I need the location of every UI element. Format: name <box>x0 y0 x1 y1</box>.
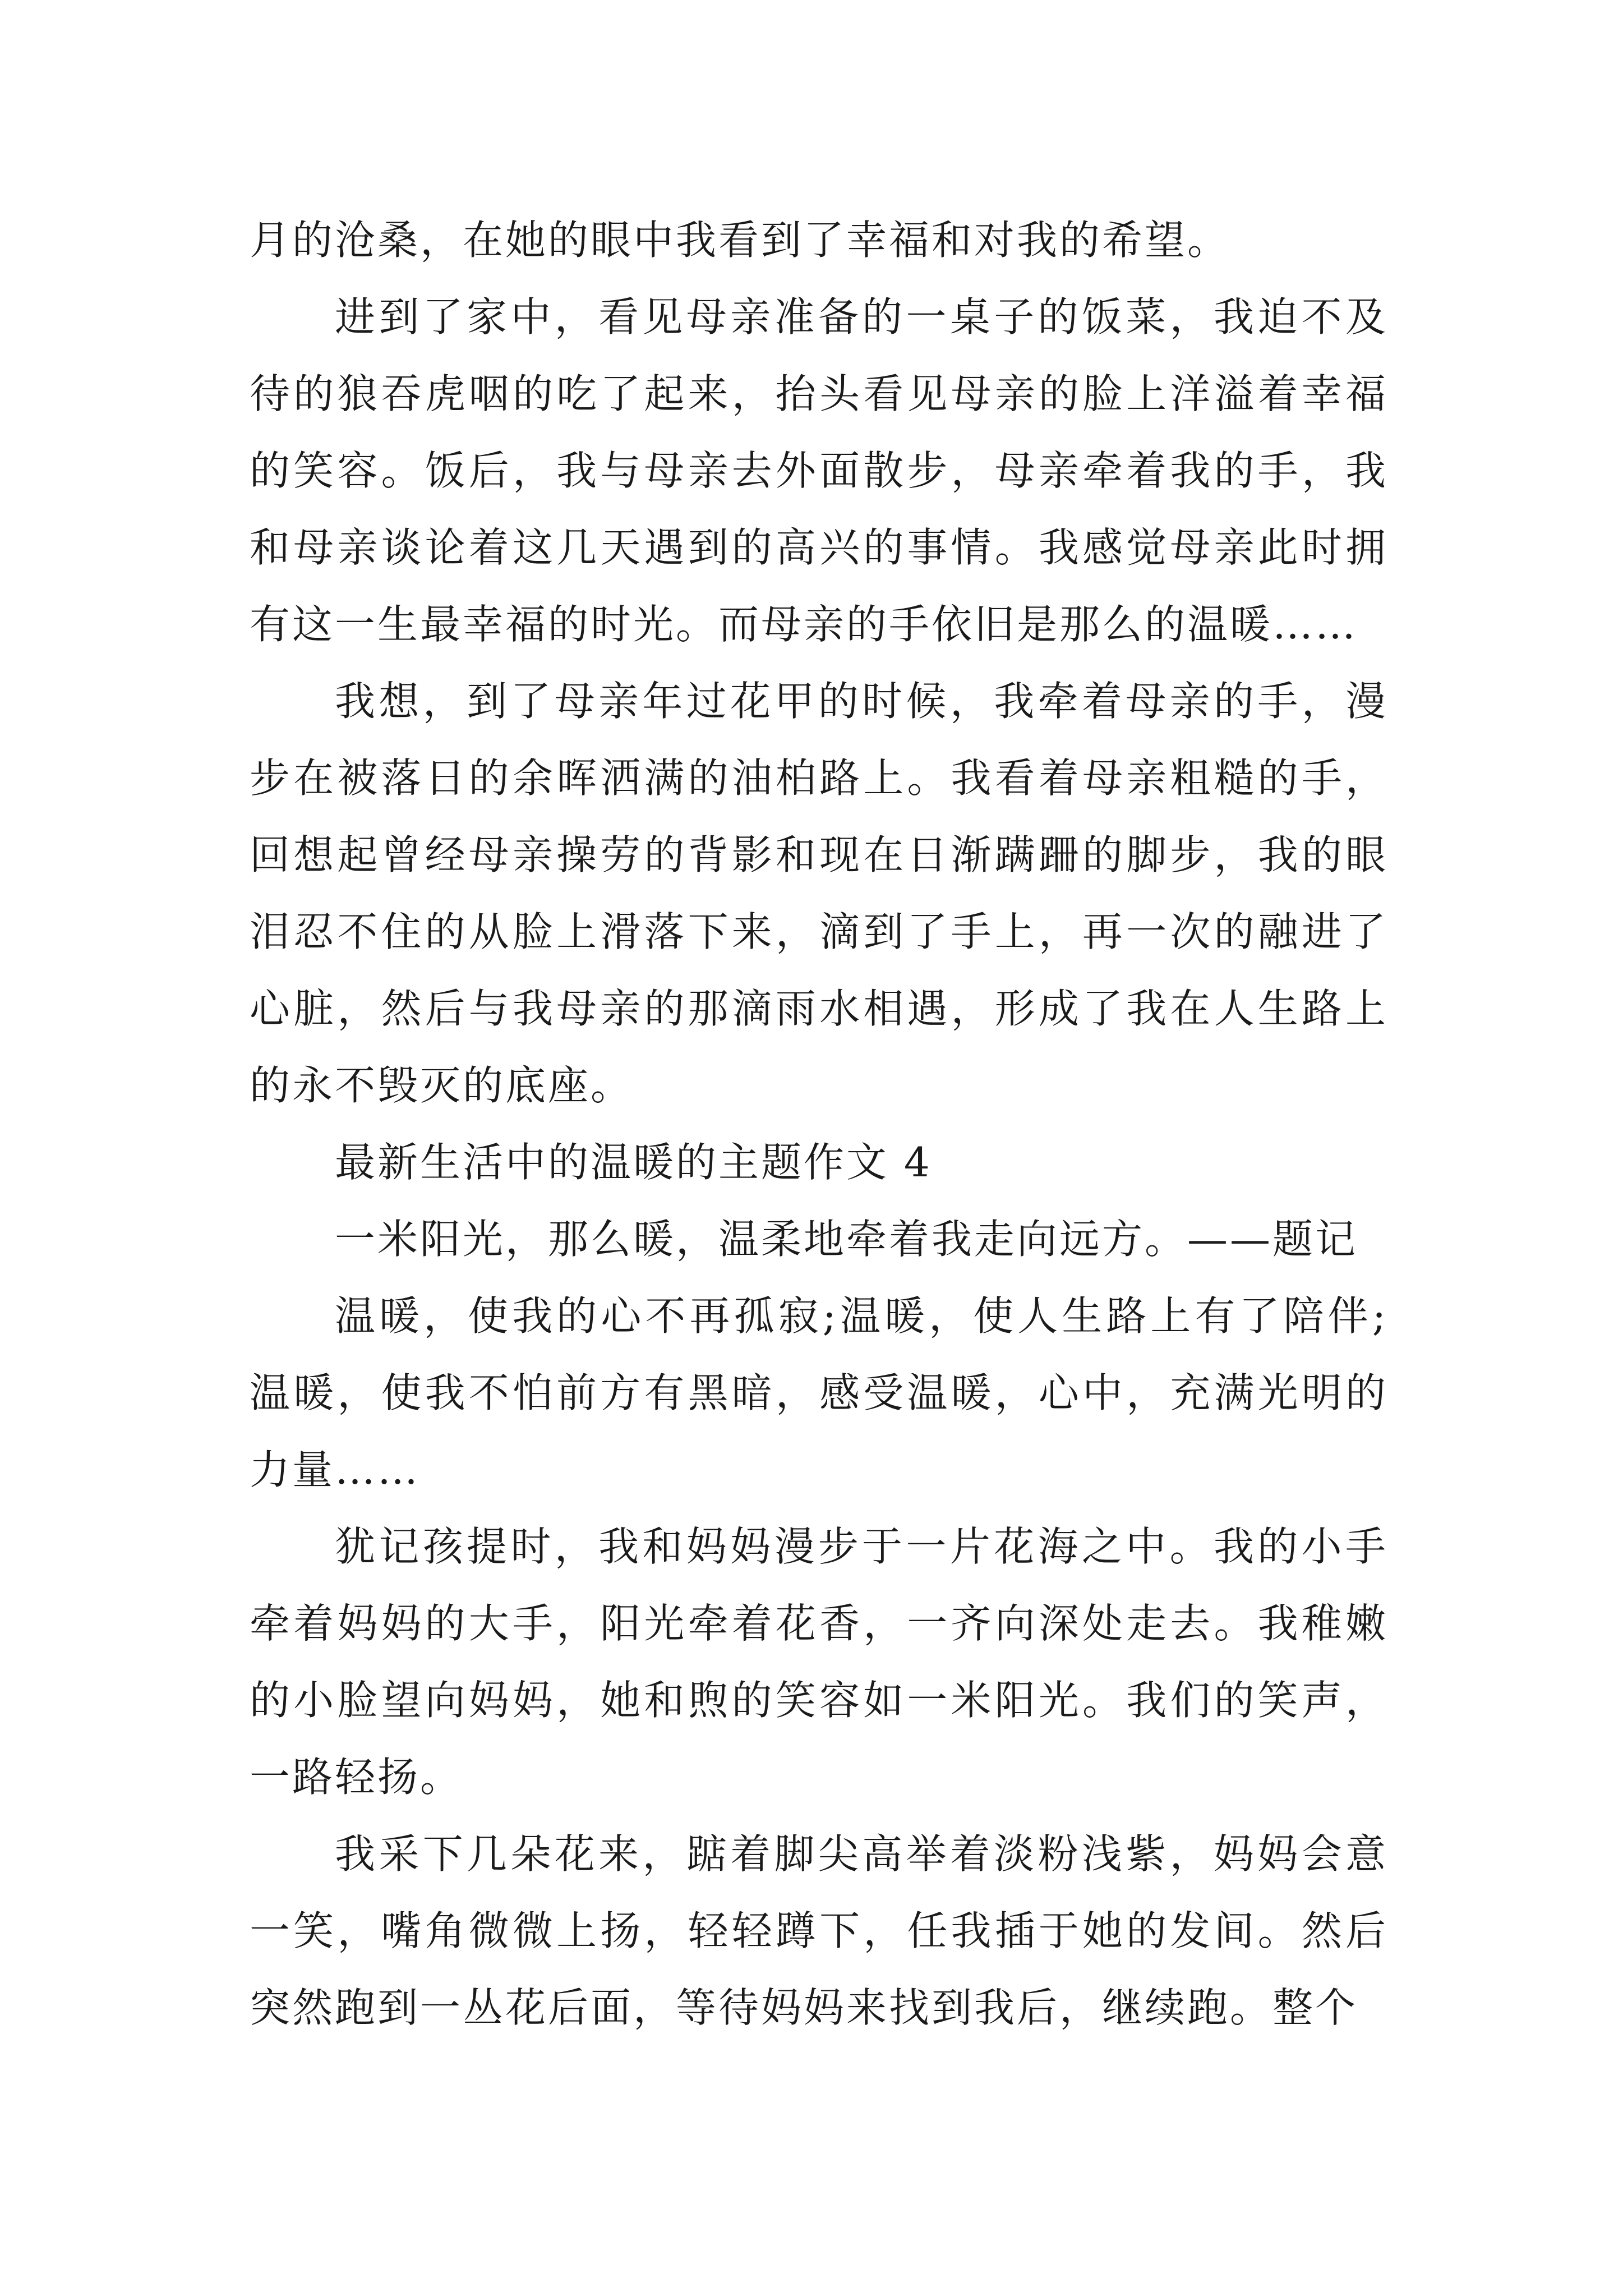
paragraph-3: 我想，到了母亲年过花甲的时候，我牵着母亲的手，漫步在被落日的余晖洒满的油柏路上。我看着母亲粗糙的手，回想起曾经母亲操劳的背影和现在日渐蹒跚的脚步，我的眼泪忍不住的从脸上滑落下来，滴到了手上，再一次的融进了心脏，然后与我母亲的那滴雨水相遇，形成了我在人生路上的永不毁灭的底座。 <box>250 678 1388 1109</box>
paragraph-5: 犹记孩提时，我和妈妈漫步于一片花海之中。我的小手牵着妈妈的大手，阳光牵着花香，一齐向深处走去。我稚嫩的小脸望向妈妈，她和煦的笑容如一米阳光。我们的笑声，一路轻扬。 <box>250 1523 1388 1801</box>
paragraph-4: 温暖，使我的心不再孤寂;温暖，使人生路上有了陪伴;温暖，使我不怕前方有黑暗，感受温暖，心中，充满光明的力量…… <box>250 1292 1388 1493</box>
paragraph-2: 进到了家中，看见母亲准备的一桌子的饭菜，我迫不及待的狼吞虎咽的吃了起来，抬头看见母亲的脸上洋溢着幸福的笑容。饭后，我与母亲去外面散步，母亲牵着我的手，我和母亲谈论着这几天遇到的高兴的事情。我感觉母亲此时拥有这一生最幸福的时光。而母亲的手依旧是那么的温暖…… <box>250 293 1388 648</box>
document-body <box>250 202 1388 2046</box>
epigraph: 一米阳光，那么暖，温柔地牵着我走向远方。——题记 <box>335 1216 1358 1263</box>
paragraph-1: 月的沧桑，在她的眼中我看到了幸福和对我的希望。 <box>250 217 1230 264</box>
paragraph-6: 我采下几朵花来，踮着脚尖高举着淡粉浅紫，妈妈会意一笑，嘴角微微上扬，轻轻蹲下，任我插于她的发间。然后突然跑到一丛花后面，等待妈妈来找到我后，继续跑。整个 <box>250 1830 1388 2031</box>
section-heading: 最新生活中的温暖的主题作文 4 <box>335 1139 932 1186</box>
